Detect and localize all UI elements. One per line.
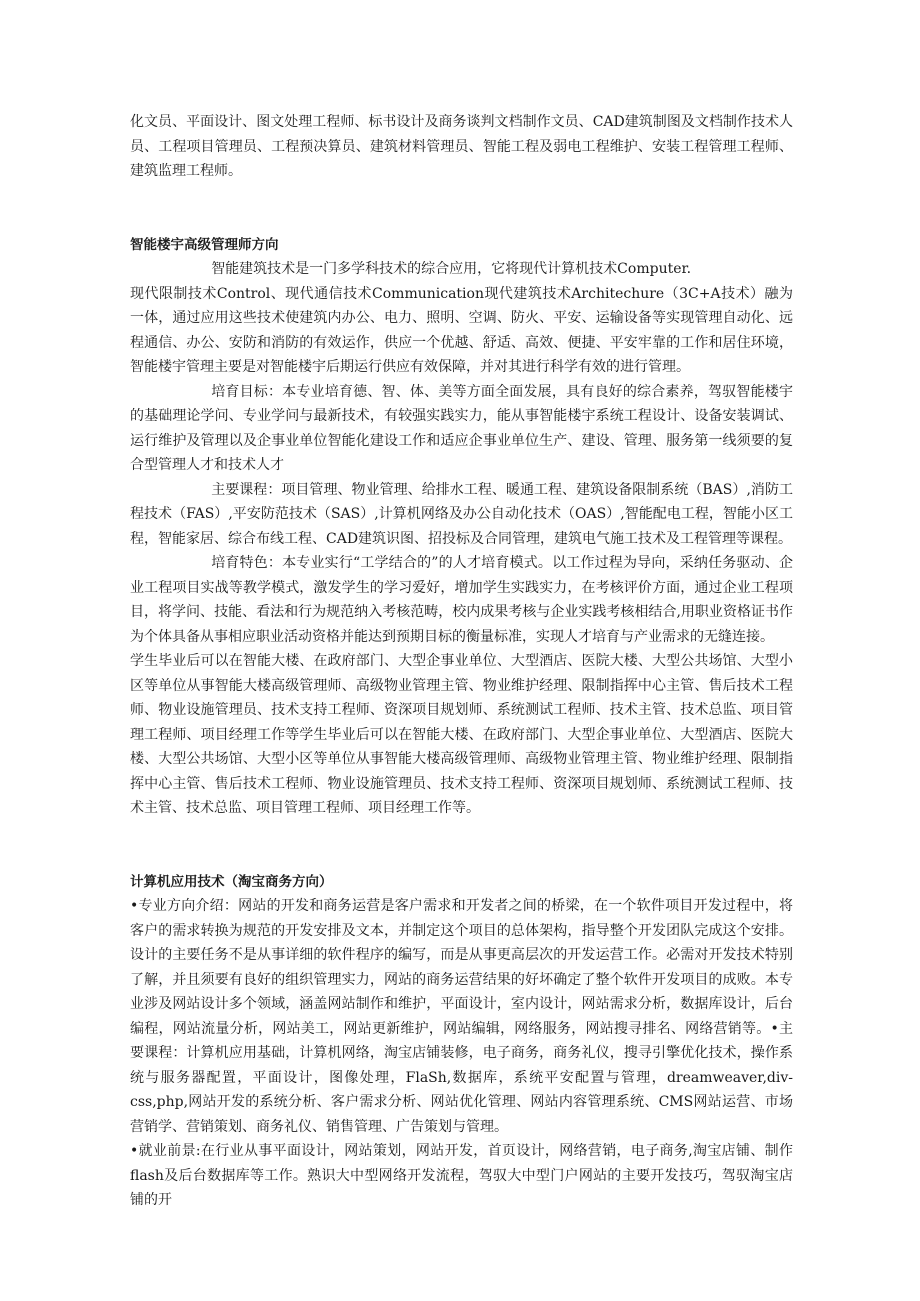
overview-first-line: 智能建筑技术是一门多学科技术的综合应用，它将现代计算机技术Computer. <box>211 261 692 277</box>
section-spacer <box>130 821 793 870</box>
document-body <box>130 110 793 1213</box>
section-heading-computer-application: 计算机应用技术（淘宝商务方向） <box>130 873 333 890</box>
major-intro-paragraph: •专业方向介绍：网站的开发和商务运营是客户需求和开发者之间的桥梁，在一个软件项目开发过程中，将客户的需求转换为规范的开发安排及文本，并制定这个项目的总体架构，指导整个开发团队完成这个安排。设计的主要任务不是从事详细的软件程序的编写，而是从事更高层次的开发运营工作。必需对开发技术特别了解，并且须要有良好的组织管理实力，网站的商务运营结果的好坏确定了整个软件开发项目的成败。本专业涉及网站设计多个领域，涵盖网站制作和维护，平面设计，室内设计，网站需求分析，数据库设计，后台编程，网站流量分析，网站美工，网站更新维护，网站编辑，网络服务，网站搜寻排名、网络营销等。•主要课程：计算机应用基础，计算机网络，淘宝店铺装修，电子商务，商务礼仪，搜寻引擎优化技术，操作系统与服务器配置，平面设计，图像处理，FlaSh,数据库，系统平安配置与管理，dreamweaver,div-css,php,网站开发的系统分析、客户需求分析、网站优化管理、网站内容管理系统、CMS网站运营、市场营销学、营销策划、商务礼仪、销售管理、广告策划与管理。 <box>130 898 793 1135</box>
overview-paragraph: 现代限制技术Control、现代通信技术Communication现代建筑技术Architechure（3C+A技术）融为一体，通过应用这些技术使建筑内办公、电力、照明、空调、防火、平安、运输设备等实现管理自动化、远程通信、办公、安防和消防的有效运作，供应一个优越、舒适、高效、便捷、平安牢靠的工作和居住环境，智能楼宇管理主要是对智能楼宇后期运行供应有效保障，并对其进行科学有效的进行管理。 <box>130 285 793 375</box>
training-features-paragraph: 培育特色：本专业实行“工学结合的”的人才培育模式。以工作过程为导向，采纳任务驱动、企业工程项目实战等教学模式，激发学生的学习爱好，增加学生实践实力，在考核评价方面，通过企业工程项目，将学问、技能、看法和行为规范纳入考核范畴，校内成果考核与企业实践考核相结合,用职业资格证书作为个体具备从事相应职业活动资格并能达到预期目标的衡量标准，实现人才培育与产业需求的无缝连接。 <box>130 555 793 645</box>
careers-paragraph: 学生毕业后可以在智能大楼、在政府部门、大型企事业单位、大型酒店、医院大楼、大型公共场馆、大型小区等单位从事智能大楼高级管理师、高级物业管理主管、物业维护经理、限制指挥中心主管、售后技术工程师、物业设施管理员、技术支持工程师、资深项目规划师、系统测试工程师、技术主管、技术总监、项目管理工程师、项目经理工作等学生毕业后可以在智能大楼、在政府部门、大型企事业单位、大型酒店、医院大楼、大型公共场馆、大型小区等单位从事智能大楼高级管理师、高级物业管理主管、物业维护经理、限制指挥中心主管、售后技术工程师、物业设施管理员、技术支持工程师、资深项目规划师、系统测试工程师、技术主管、技术总监、项目管理工程师、项目经理工作等。 <box>130 653 793 816</box>
main-courses-paragraph: 主要课程：项目管理、物业管理、给排水工程、暖通工程、建筑设备限制系统（BAS）,消防工程技术（FAS）,平安防范技术（SAS）,计算机网络及办公自动化技术（OAS）,智能配电工程，智能小区工程，智能家居、综合布线工程、CAD建筑识图、招投标及合同管理，建筑电气施工技术及工程管理等课程。 <box>130 481 793 547</box>
section-heading-smart-building: 智能楼宇高级管理师方向 <box>130 236 279 253</box>
training-goal-paragraph: 培育目标：本专业培育德、智、体、美等方面全面发展，具有良好的综合素养，驾驭智能楼宇的基础理论学问、专业学问与最新技术，有较强实践实力，能从事智能楼宇系统工程设计、设备安装调试、运行维护及管理以及企事业单位智能化建设工作和适应企事业单位生产、建设、管理、服务第一线须要的复合型管理人才和技术人才 <box>130 383 793 473</box>
employment-prospects-paragraph: •就业前景:在行业从事平面设计，网站策划，网站开发，首页设计，网络营销，电子商务,淘宝店铺、制作flash及后台数据库等工作。熟识大中型网络开发流程，驾驭大中型门户网站的主要开发技巧，驾驭淘宝店铺的开 <box>130 1143 793 1208</box>
section-spacer <box>130 184 793 233</box>
intro-continued-paragraph: 化文员、平面设计、图文处理工程师、标书设计及商务谈判文档制作文员、CAD建筑制图及文档制作技术人员、工程项目管理员、工程预决算员、建筑材料管理员、智能工程及弱电工程维护、安装工程管理工程师、建筑监理工程师。 <box>130 114 793 179</box>
